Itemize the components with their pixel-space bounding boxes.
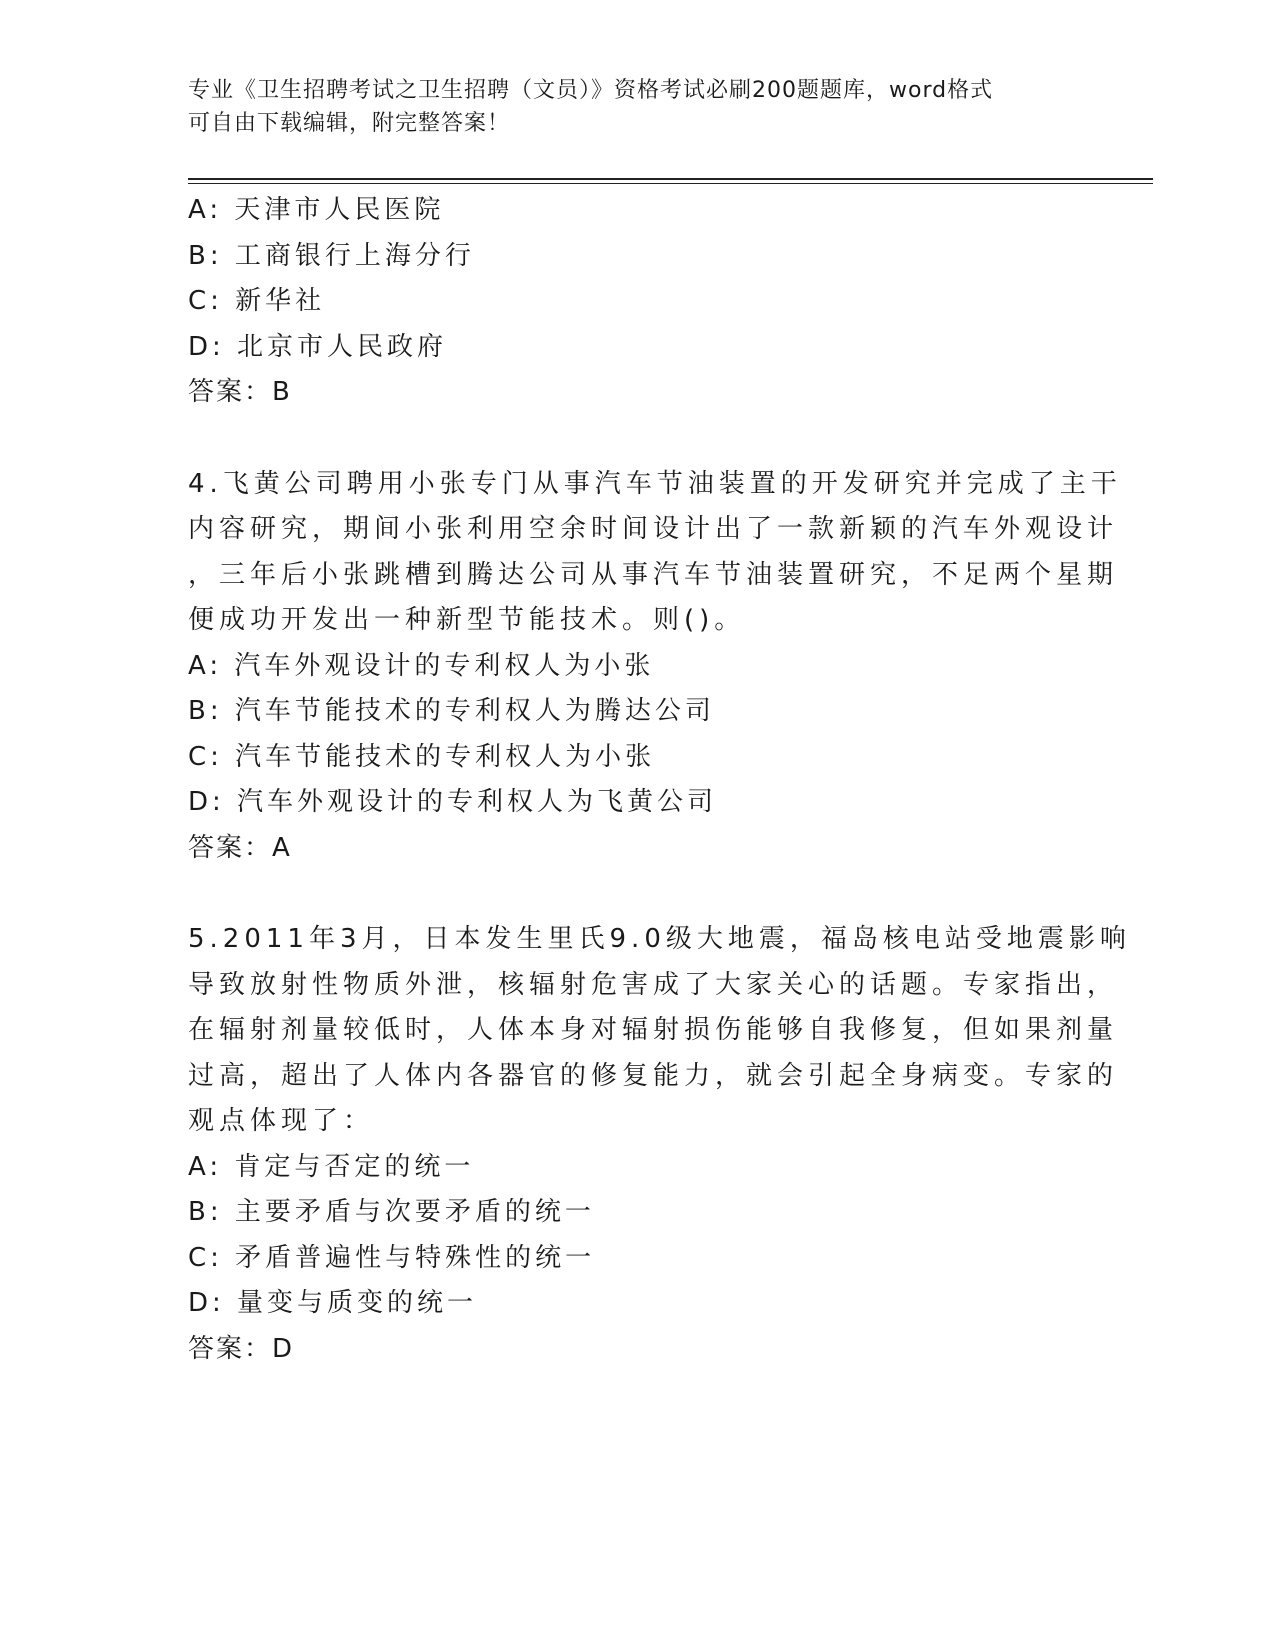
question-stem-line: 便成功开发出一种新型节能技术。则()。 [188, 605, 746, 635]
option-d: D: 量变与质变的统一 [188, 1288, 478, 1318]
spacer [188, 416, 1068, 462]
option-b: B: 工商银行上海分行 [188, 240, 475, 271]
answer-line: 答案：A [188, 832, 292, 863]
header-divider-thin [188, 183, 1153, 184]
question-4 [188, 462, 1122, 872]
option-c: C: 汽车节能技术的专利权人为小张 [188, 741, 656, 772]
option-b: B: 汽车节能技术的专利权人为腾达公司 [188, 696, 715, 726]
answer-line: 答案：B [188, 377, 292, 407]
document-header [188, 74, 1068, 140]
header-divider-thick [188, 178, 1153, 180]
spacer [188, 871, 1068, 917]
question-stem-line: 过高，超出了人体内各器官的修复能力，就会引起全身病变。专家的 [188, 1060, 1119, 1091]
option-c: C: 矛盾普遍性与特殊性的统一 [188, 1242, 596, 1273]
question-stem-line: 观点体现了： [188, 1106, 375, 1136]
option-c: C: 新华社 [188, 286, 326, 316]
option-a: A: 汽车外观设计的专利权人为小张 [188, 650, 655, 681]
question-stem-line: 内容研究，期间小张利用空余时间设计出了一款新颖的汽车外观设计 [188, 514, 1119, 544]
option-d: D: 北京市人民政府 [188, 331, 448, 362]
option-b: B: 主要矛盾与次要矛盾的统一 [188, 1197, 595, 1227]
option-a: A: 天津市人民医院 [188, 195, 445, 225]
question-3-options [188, 188, 1068, 416]
option-a: A: 肯定与否定的统一 [188, 1151, 475, 1182]
question-stem-line: 4.飞黄公司聘用小张专门从事汽车节油装置的开发研究并完成了主干 [188, 468, 1122, 499]
option-d: D: 汽车外观设计的专利权人为飞黄公司 [188, 787, 718, 817]
document-body [188, 188, 1131, 1372]
question-stem-line: ，三年后小张跳槽到腾达公司从事汽车节油装置研究，不足两个星期 [188, 559, 1119, 590]
answer-line: 答案：D [188, 1333, 295, 1364]
header-line-2: 可自由下载编辑，附完整答案！ [188, 111, 511, 136]
question-stem-line: 导致放射性物质外泄，核辐射危害成了大家关心的话题。专家指出， [188, 969, 1119, 1000]
header-line-1: 专业《卫生招聘考试之卫生招聘（文员）》资格考试必刷200题题库，word格式 [188, 78, 994, 103]
question-stem-line: 在辐射剂量较低时，人体本身对辐射损伤能够自我修复，但如果剂量 [188, 1015, 1119, 1045]
question-5 [188, 917, 1131, 1372]
question-stem-line: 5.2011年3月，日本发生里氏9.0级大地震，福岛核电站受地震影响 [188, 924, 1131, 954]
